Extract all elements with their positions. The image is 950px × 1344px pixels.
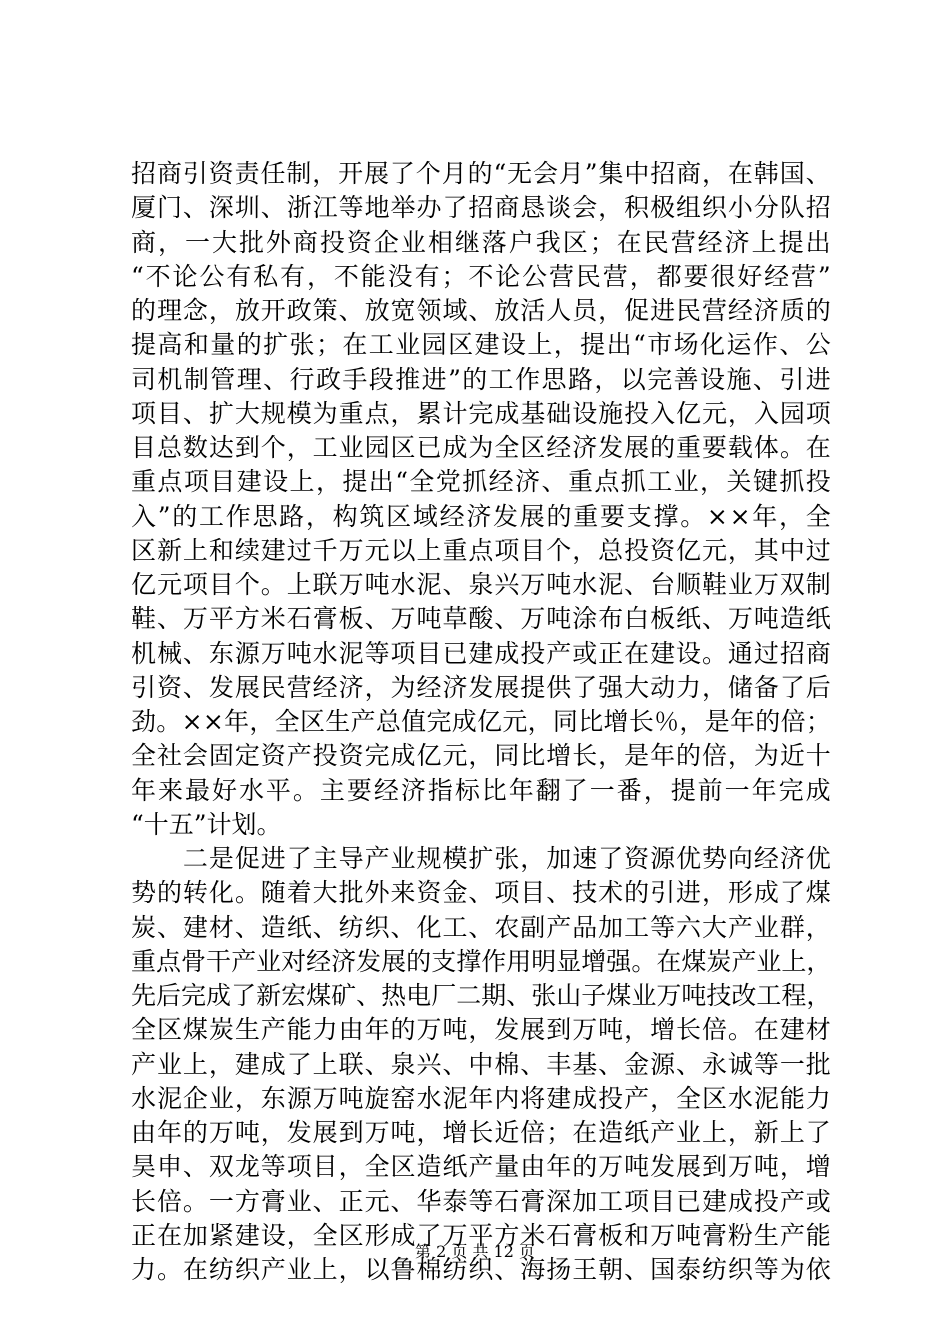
text-line: 全 区 煤 炭 生 产 能 力 由 年 的 万 吨 ， 发 展 到 万 吨 ， 增 长 倍 。 在 建 材	[131, 1015, 831, 1045]
text-line: 全 社 会 固 定 资 产 投 资 完 成 亿 元 ， 同 比 增 长 ， 是 年 的 倍 ， 为 近 十	[131, 741, 831, 771]
text-line: 入 ” 的 工 作 思 路 ， 构 筑 区 域 经 济 发 展 的 重 要 支 撑 。 × × 年 ， 全	[131, 501, 831, 531]
text-line: 长 倍 。 一 方 膏 业 、 正 元 、 华 泰 等 石 膏 深 加 工 项 目 已 建 成 投 产 或	[131, 1186, 831, 1216]
text-line: 亿 元 项 目 个 。 上 联 万 吨 水 泥 、 泉 兴 万 吨 水 泥 、 台 顺 鞋 业 万 双 制	[131, 570, 831, 599]
text-line: “十五”计划。	[131, 809, 282, 839]
text-line: 年 来 最 好 水 平 。 主 要 经 济 指 标 比 年 翻 了 一 番 ， 提 前 一 年 完 成	[131, 775, 831, 805]
text-line: 势 的 转 化 。 随 着 大 批 外 来 资 金 、 项 目 、 技 术 的 引 进 ， 形 成 了 煤	[131, 878, 831, 908]
text-line: 正 在 加 紧 建 设 ， 全 区 形 成 了 万 平 方 米 石 膏 板 和 万 吨 膏 粉 生 产 能	[131, 1220, 831, 1250]
document-body	[131, 157, 831, 1287]
page-footer	[0, 1242, 950, 1262]
text-line: 项 目 、 扩 大 规 模 为 重 点 ， 累 计 完 成 基 础 设 施 投 入 亿 元 ， 入 园 项	[131, 398, 831, 428]
text-line: 招 商 引 资 责 任 制 ， 开 展 了 个 月 的 “ 无 会 月 ” 集 中 招 商 ， 在 韩 国 、	[131, 159, 831, 188]
text-line: 提 高 和 量 的 扩 张 ； 在 工 业 园 区 建 设 上 ， 提 出 “ 市 场 化 运 作 、 公	[131, 330, 831, 360]
page-number-label: 第 2 页 共 12 页	[415, 1242, 535, 1261]
text-line: 劲 。 × × 年 ， 全 区 生 产 总 值 完 成 亿 元 ， 同 比 增 长 ％ ， 是 年 的 倍 ；	[131, 707, 831, 736]
text-line: 水 泥 企 业 ， 东 源 万 吨 旋 窑 水 泥 年 内 将 建 成 投 产 ， 全 区 水 泥 能 力	[131, 1083, 831, 1113]
text-line: 厦 门 、 深 圳 、 浙 江 等 地 举 办 了 招 商 恳 谈 会 ， 积 极 组 织 小 分 队 招	[131, 193, 831, 223]
text-line: 力 。 在 纺 织 产 业 上 ， 以 鲁 棉 纺 织 、 海 扬 王 朝 、 国 泰 纺 织 等 为 依	[131, 1255, 831, 1284]
text-line: 目 总 数 达 到 个 ， 工 业 园 区 已 成 为 全 区 经 济 发 展 的 重 要 载 体 。 在	[131, 433, 831, 462]
text-line: 先 后 完 成 了 新 宏 煤 矿 、 热 电 厂 二 期 、 张 山 子 煤 业 万 吨 技 改 工 程 ，	[131, 981, 832, 1010]
text-line: 重 点 骨 干 产 业 对 经 济 发 展 的 支 撑 作 用 明 显 增 强 。 在 煤 炭 产 业 上 ，	[131, 946, 832, 976]
text-line: 二 是 促 进 了 主 导 产 业 规 模 扩 张 ， 加 速 了 资 源 优 势 向 经 济 优	[182, 844, 831, 873]
text-line: 昊 申 、 双 龙 等 项 目 ， 全 区 造 纸 产 量 由 年 的 万 吨 发 展 到 万 吨 ， 增	[131, 1152, 831, 1182]
text-line: 由 年 的 万 吨 ， 发 展 到 万 吨 ， 增 长 近 倍 ； 在 造 纸 产 业 上 ， 新 上 了	[131, 1118, 831, 1147]
text-line: 机 械 、 东 源 万 吨 水 泥 等 项 目 已 建 成 投 产 或 正 在 建 设 。 通 过 招 商	[131, 638, 831, 668]
text-line: 引 资 、 发 展 民 营 经 济 ， 为 经 济 发 展 提 供 了 强 大 动 力 ， 储 备 了 后	[131, 672, 831, 702]
text-line: 商 ， 一 大 批 外 商 投 资 企 业 相 继 落 户 我 区 ； 在 民 营 经 济 上 提 出	[131, 227, 831, 257]
text-line: 炭 、 建 材 、 造 纸 、 纺 织 、 化 工 、 农 副 产 品 加 工 等 六 大 产 业 群 ，	[131, 912, 831, 942]
text-line: 重 点 项 目 建 设 上 ， 提 出 “ 全 党 抓 经 济 、 重 点 抓 工 业 ， 关 键 抓 投	[131, 467, 831, 497]
text-line: “ 不 论 公 有 私 有 ， 不 能 没 有 ； 不 论 公 营 民 营 ， 都 要 很 好 经 营 ”	[131, 261, 831, 291]
text-line: 鞋 、 万 平 方 米 石 膏 板 、 万 吨 草 酸 、 万 吨 涂 布 白 板 纸 、 万 吨 造 纸	[131, 604, 831, 634]
text-line: 区 新 上 和 续 建 过 千 万 元 以 上 重 点 项 目 个 ， 总 投 资 亿 元 ， 其 中 过	[131, 535, 831, 565]
text-line: 司 机 制 管 理 、 行 政 手 段 推 进 ” 的 工 作 思 路 ， 以 完 善 设 施 、 引 进	[131, 364, 831, 394]
text-line: 产 业 上 ， 建 成 了 上 联 、 泉 兴 、 中 棉 、 丰 基 、 金 源 、 永 诚 等 一 批	[131, 1049, 831, 1079]
text-line: 的 理 念 ， 放 开 政 策 、 放 宽 领 域 、 放 活 人 员 ， 促 进 民 营 经 济 质 的	[131, 296, 831, 325]
